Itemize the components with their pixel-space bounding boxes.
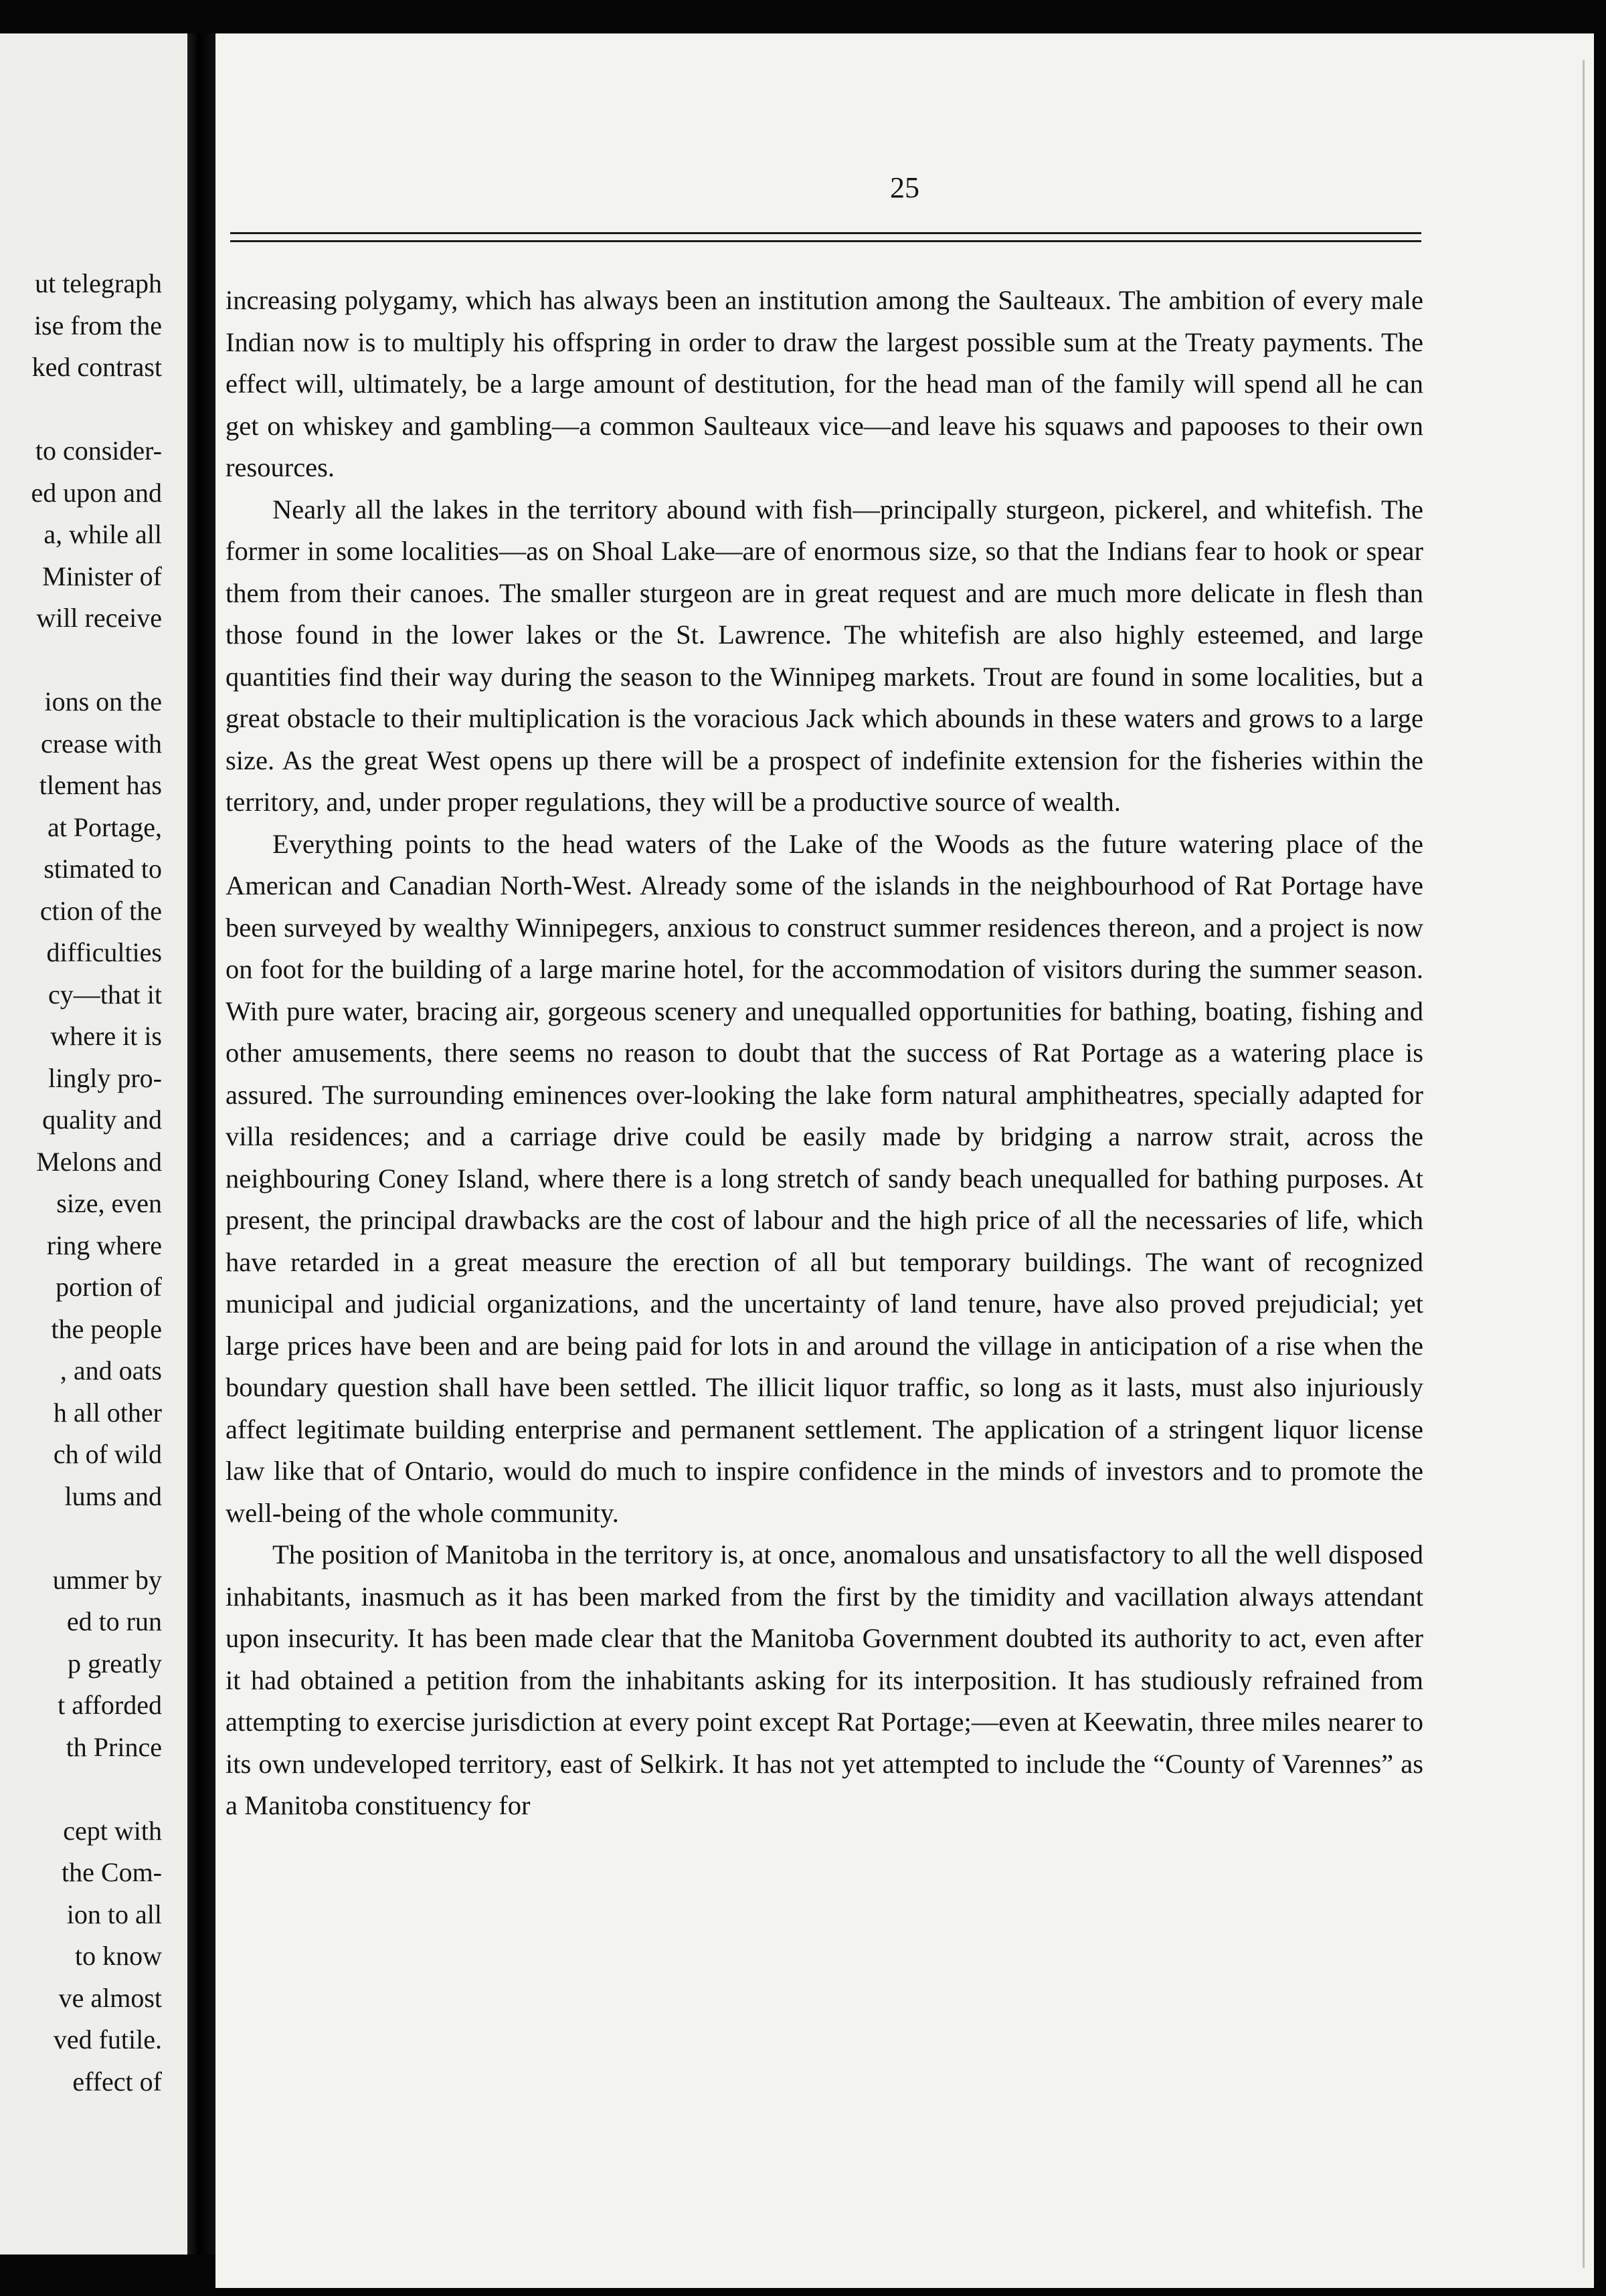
left-page-line-fragment: ummer by bbox=[52, 1564, 162, 1595]
header-rule-top bbox=[230, 232, 1421, 234]
header-rule-bottom bbox=[230, 240, 1421, 242]
left-page-line-fragment: ise from the bbox=[33, 310, 162, 341]
left-page-line-fragment: the Com- bbox=[62, 1857, 162, 1887]
paragraph-fisheries: Nearly all the lakes in the territory abound with fish—principally sturgeon, pickerel, and whitefish. The former in some localities—as on Shoal Lake—are of enormous size, so that the Indians fear to hook or spear them from their canoes. The smaller sturgeon are in great request and are much more delicate in flesh than those found in the lower lakes or the St. Lawrence. The whitefish are also highly esteemed, and large quantities find their way during the season to the Winnipeg markets. Trout are found in some localities, but a great obstacle to their multiplication is the voracious Jack which abounds in these waters and grows to a large size. As the great West opens up there will be a prospect of indefinite extension for the fisheries within the territory, and, under proper regulations, they will be a productive source of wealth. bbox=[226, 494, 1423, 817]
left-page-line-fragment: lingly pro- bbox=[48, 1062, 162, 1093]
left-page-line-fragment: crease with bbox=[40, 728, 162, 759]
main-page bbox=[215, 33, 1594, 2288]
page-number: 25 bbox=[890, 171, 919, 204]
left-page-line-fragment: stimated to bbox=[43, 854, 162, 884]
left-page-line-fragment: size, even bbox=[56, 1188, 162, 1218]
left-page-line-fragment: p greatly bbox=[67, 1648, 162, 1679]
left-page-line-fragment: ked contrast bbox=[31, 352, 162, 382]
left-page-line-fragment: ch of wild bbox=[53, 1439, 162, 1469]
left-page-line-fragment: at Portage, bbox=[47, 811, 162, 842]
left-page-line-fragment: lums and bbox=[64, 1480, 162, 1511]
paragraph-manitoba-position: The position of Manitoba in the territory is, at once, anomalous and unsatisfactory to all the well disposed inhabitants, inasmuch as it has been marked from the first by the timidity and vacillation always attendant upon insecurity. It has been made clear that the Manitoba Government doubted its authority to act, even after it had obtained a petition from the inhabitants asking for its interposition. It has studiously refrained from attempting to exercise jurisdiction at every point except Rat Portage;—even at Keewatin, three miles nearer to its own undeveloped territory, east of Selkirk. It has not yet attempted to include the “County of Varennes” as a Manitoba constituency for bbox=[226, 1539, 1423, 1820]
left-page-line-fragment: ve almost bbox=[58, 1982, 162, 2013]
left-page-line-fragment: a, while all bbox=[43, 519, 162, 549]
left-page-line-fragment: to consider- bbox=[35, 436, 162, 466]
left-page-line-fragment: ed upon and bbox=[31, 477, 162, 508]
left-page-line-fragment: ion to all bbox=[66, 1899, 162, 1929]
left-page-line-fragment: th Prince bbox=[66, 1731, 162, 1762]
left-page-line-fragment: ed to run bbox=[66, 1606, 162, 1636]
page-edge bbox=[1583, 60, 1585, 2268]
left-page-line-fragment: , and oats bbox=[60, 1355, 162, 1385]
left-facing-page bbox=[0, 33, 187, 2255]
left-page-line-fragment: effect of bbox=[72, 2066, 162, 2097]
left-page-line-fragment: ring where bbox=[46, 1230, 162, 1260]
left-page-line-fragment: tlement has bbox=[39, 770, 162, 800]
left-page-line-fragment: cy—that it bbox=[48, 979, 162, 1010]
left-page-line-fragment: Melons and bbox=[36, 1146, 162, 1177]
left-page-line-fragment: t afforded bbox=[58, 1690, 162, 1720]
left-page-line-fragment: h all other bbox=[53, 1397, 162, 1428]
left-page-line-fragment: Minister of bbox=[42, 561, 162, 591]
body-text bbox=[226, 280, 1423, 1827]
left-page-line-fragment: ction of the bbox=[39, 895, 162, 926]
left-page-line-fragment: where it is bbox=[50, 1021, 162, 1051]
paragraph-watering-place: Everything points to the head waters of the Lake of the Woods as the future watering place of the American and Canadian North-West. Already some of the islands in the neighbourhood of Rat Portage have been surveyed by wealthy Winnipegers, anxious to construct summer residences thereon, and a project is now on foot for the building of a large marine hotel, for the accommodation of visitors during the summer season. With pure water, bracing air, gorgeous scenery and unequalled opportunities for bathing, boating, fishing and other amusements, there seems no reason to doubt that the success of Rat Portage as a watering place is assured. The surrounding eminences over-looking the lake form natural amphitheatres, specially adapted for villa residences; and a carriage drive could be easily made by bridging a narrow strait, across the neighbouring Coney Island, where there is a long stretch of sandy beach unequalled for bathing purposes. At present, the principal drawbacks are the cost of labour and the high price of all the necessaries of life, which have retarded in a great measure the erection of all but temporary buildings. The want of recognized municipal and judicial organizations, and the uncertainty of land tenure, have also proved prejudicial; yet large prices have been and are being paid for lots in and around the village in anticipation of a rise when the boundary question shall have been settled. The illicit liquor traffic, so long as it lasts, must also injuriously affect legitimate building enterprise and permanent settlement. The application of a stringent liquor license law like that of Ontario, would do much to inspire confidence in the minds of investors and to promote the well-being of the whole community. bbox=[226, 828, 1423, 1528]
left-page-line-fragment: cept with bbox=[63, 1815, 162, 1846]
book-gutter bbox=[187, 33, 215, 2255]
left-page-line-fragment: ut telegraph bbox=[35, 268, 162, 298]
paragraph-continued: increasing polygamy, which has always been an institution among the Saulteaux. The ambition of every male Indian now is to multiply his offspring in order to draw the largest possible sum at the Treaty payments. The effect will, ultimately, be a large amount of destitution, for the head man of the family will spend all he can get on whiskey and gambling—a common Saulteaux vice—and leave his squaws and papooses to their own resources. bbox=[226, 285, 1423, 482]
left-page-line-fragment: the people bbox=[51, 1313, 162, 1344]
left-page-line-fragment: will receive bbox=[36, 603, 162, 633]
left-page-line-fragment: difficulties bbox=[46, 937, 162, 967]
left-page-line-fragment: ved futile. bbox=[53, 2024, 162, 2054]
left-page-line-fragment: portion of bbox=[56, 1272, 162, 1302]
left-page-line-fragment: ions on the bbox=[44, 686, 162, 716]
left-page-line-fragment: quality and bbox=[42, 1105, 162, 1135]
left-page-line-fragment: to know bbox=[75, 1941, 162, 1971]
